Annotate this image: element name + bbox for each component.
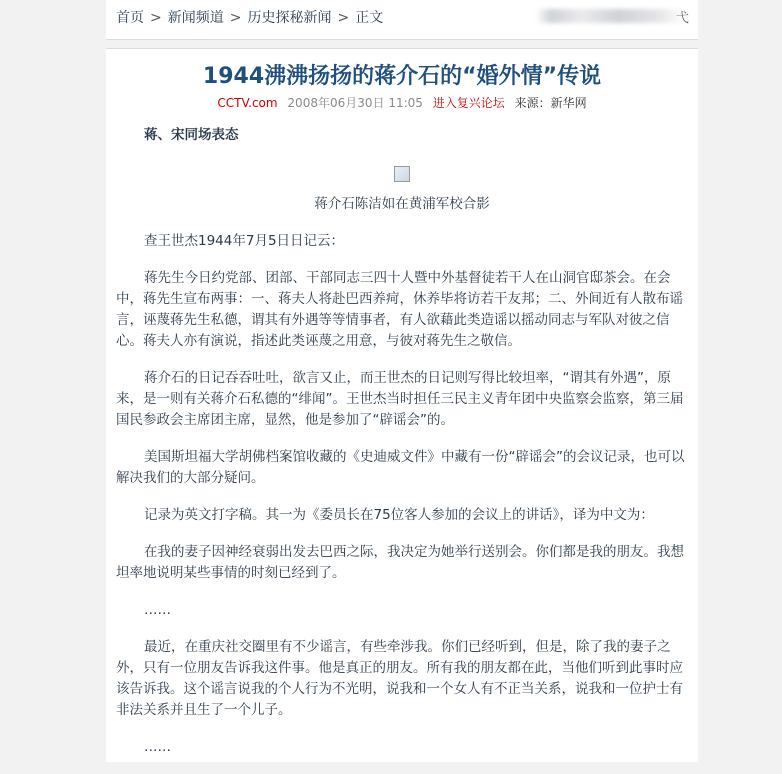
- paragraph: 蒋先生今日约党部、团部、干部同志三四十人暨中外基督徒若干人在山洞官邸茶会。在会中，蒋先生宣布两事：一、蒋夫人将赴巴西养疴，休养毕将访若干友邦；二、外间近有人散布谣言，诬蔑蒋先生私德，谓其有外遇等等情事者，有人欲藉此类造谣以摇动同志与军队对彼之信心。蒋夫人亦有演说，指述此类诬蔑之用意，与彼对蒋先生之敬信。: [116, 270, 683, 349]
- breadcrumb-current: 正文: [355, 10, 384, 26]
- breadcrumb-news-channel-link[interactable]: 新闻频道: [167, 10, 224, 26]
- broken-image-icon: [394, 166, 410, 182]
- article-title: 1944沸沸扬扬的蒋介石的“婚外情”传说: [202, 64, 602, 89]
- separator-gap: [106, 40, 698, 48]
- breadcrumb-history-news-link[interactable]: 历史探秘新闻: [247, 10, 332, 26]
- breadcrumb-separator: >: [229, 10, 242, 26]
- paragraph: ……: [144, 602, 171, 618]
- article-meta: [106, 94, 698, 111]
- article-body: [116, 125, 688, 774]
- breadcrumb-bar: [106, 0, 698, 40]
- image-caption: 蒋介石陈洁如在黄浦军校合影: [314, 196, 490, 212]
- paragraph: 记录为英文打字稿。其一为《委员长在75位客人参加的会议上的讲话》，译为中文为：: [144, 507, 654, 523]
- breadcrumb: [116, 7, 383, 27]
- blurred-area: [536, 9, 686, 23]
- paragraph: ……: [144, 739, 171, 755]
- paragraph: 蒋介石的日记吞吞吐吐，欲言又止，而王世杰的日记则写得比较坦率，“谓其有外遇”，原来，是一则有关蒋介石私德的“绯闻”。王世杰当时担任三民主义青年团中央监察会监察，第三届国民参政会主席团主席，显然，他是参加了“辟谣会”的。: [116, 370, 684, 428]
- breadcrumb-separator: >: [150, 10, 162, 26]
- article-container: [106, 48, 698, 762]
- paragraph: 美国斯坦福大学胡佛档案馆收藏的《史迪威文件》中藏有一份“辟谣会”的会议记录，也可以解决我们的大部分疑问。: [116, 449, 685, 486]
- paragraph: 最近，在重庆社交圈里有不少谣言，有些牵涉我。你们已经听到，但是，除了我的妻子之外，只有一位朋友告诉我这件事。他是真正的朋友。所有我的朋友都在此，当他们听到此事时应该告诉我。这个谣言说我的个人行为不光明，说我和一个女人有不正当关系，说我和一位护士有非法关系并且生了一个儿子。: [116, 639, 683, 718]
- breadcrumb-separator: >: [337, 10, 350, 26]
- publish-date: 2008年06月30日 11:05: [287, 96, 423, 110]
- paragraph: 在我的妻子因神经衰弱出发去巴西之际，我决定为她举行送别会。你们都是我的朋友。我想坦率地说明某些事情的时刻已经到了。: [116, 544, 684, 581]
- article-subtitle: 蒋、宋同场表态: [144, 127, 239, 143]
- forum-link[interactable]: 进入复兴论坛: [432, 96, 505, 110]
- site-link[interactable]: CCTV.com: [217, 96, 278, 110]
- paragraph: 查王世杰1944年7月5日日记云：: [144, 233, 345, 249]
- breadcrumb-home-link[interactable]: 首页: [116, 10, 144, 26]
- article-source: 来源：新华网: [514, 96, 587, 110]
- breadcrumb-trailing-text: 弋: [676, 11, 690, 26]
- article-image: [116, 164, 688, 184]
